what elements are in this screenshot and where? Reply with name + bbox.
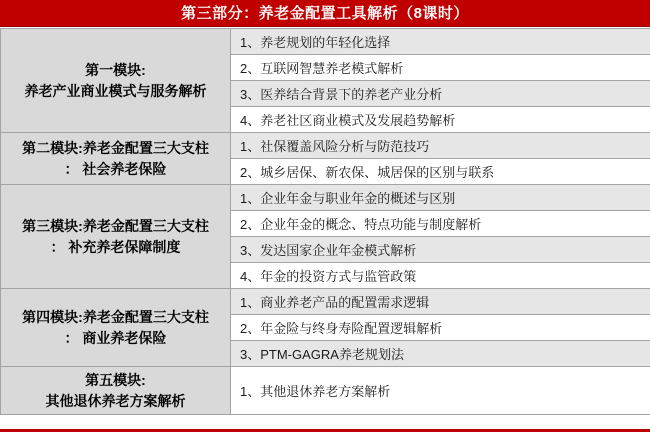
table-row: 3、发达国家企业年金模式解析	[231, 237, 650, 263]
table-row: 1、企业年金与职业年金的概述与区别	[231, 185, 650, 211]
module-cell	[1, 29, 231, 133]
module-title-line: 养老产业商业模式与服务解析	[24, 82, 207, 99]
section-header-bar	[0, 0, 650, 27]
table-row: 1、商业养老产品的配置需求逻辑	[231, 289, 650, 315]
module-cell	[1, 185, 231, 289]
bottom-accent-bar	[0, 428, 650, 432]
table-row: 4、年金的投资方式与监管政策	[231, 263, 650, 289]
module-title-line: ： 商业养老保险	[64, 329, 167, 346]
module-title-line: ： 补充养老保障制度	[50, 238, 181, 255]
table-row: 2、城乡居保、新农保、城居保的区别与联系	[231, 159, 650, 185]
module-title-line: 第五模块:	[85, 372, 146, 389]
section-title: 第三部分：养老金配置工具解析（8课时）	[181, 4, 469, 22]
table-row: 1、社保覆盖风险分析与防范技巧	[231, 133, 650, 159]
module-cell	[1, 133, 231, 185]
module-title-line: 第三模块:养老金配置三大支柱	[22, 218, 209, 235]
table-row: 2、年金险与终身寿险配置逻辑解析	[231, 315, 650, 341]
module-title-line: ： 社会养老保险	[64, 160, 167, 177]
module-cell	[1, 289, 231, 367]
table-row: 2、互联网智慧养老模式解析	[231, 55, 650, 81]
table-row: 3、PTM-GAGRA养老规划法	[231, 341, 650, 367]
table-row: 3、医养结合背景下的养老产业分析	[231, 81, 650, 107]
module-title-line: 第四模块:养老金配置三大支柱	[22, 309, 209, 326]
table-row: 4、养老社区商业模式及发展趋势解析	[231, 107, 650, 133]
module-title-line: 第二模块:养老金配置三大支柱	[22, 140, 209, 157]
table-row: 1、其他退休养老方案解析	[231, 367, 650, 415]
table-row: 1、养老规划的年轻化选择	[231, 29, 650, 55]
module-title-line: 其他退休养老方案解析	[45, 392, 186, 409]
table-row: 2、企业年金的概念、特点功能与制度解析	[231, 211, 650, 237]
module-title-line: 第一模块:	[85, 62, 146, 79]
module-cell	[1, 367, 231, 415]
course-modules-table	[0, 28, 650, 415]
